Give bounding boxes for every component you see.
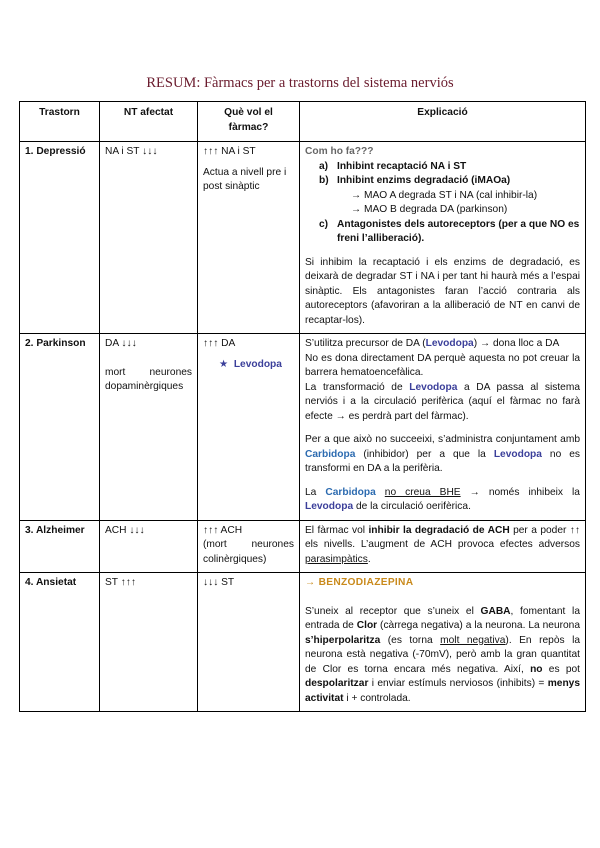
list-key: c)	[319, 218, 329, 230]
drug-goal	[198, 142, 300, 334]
drug-line	[203, 358, 294, 373]
text-run: S’uneix al receptor que s’uneix el	[305, 605, 481, 617]
underlined-term: no creua BHE	[384, 486, 461, 498]
text-run: i + controlada.	[343, 692, 411, 704]
drug-class-heading: → BENZODIAZEPINA	[305, 577, 414, 588]
explanation	[300, 520, 586, 573]
list-key: a)	[319, 160, 329, 172]
explanation-paragraph	[305, 381, 580, 425]
text-run: , fomentant la entrada de	[305, 605, 580, 631]
text-run: a DA passa al sistema nerviós i a la circulació perifèrica (aquí el fàrmac no farà efecte → es perdrà part del fàrmac).	[305, 381, 580, 422]
text-run: per a poder ↑↑ els nivells. L’augment de ACH provoca efectes adversos	[305, 524, 580, 550]
underlined-term: molt negativa	[440, 634, 506, 646]
text-run: S’utilitza precursor de DA (	[305, 338, 426, 349]
list-item	[305, 160, 580, 175]
list-subitem: → MAO A degrada ST i NA (cal inhibir-la)	[351, 189, 538, 201]
page-title: RESUM: Fàrmacs per a trastorns del sistema nerviós	[146, 75, 454, 91]
text-run: .	[367, 553, 371, 565]
bold-term: despolaritzar	[305, 678, 369, 689]
text-run: no es transformi en DA a la perifèria.	[305, 448, 580, 474]
star-icon: ★	[219, 358, 229, 370]
levodopa-term: Levodopa	[493, 448, 542, 460]
drug-goal	[198, 520, 300, 573]
explanation	[300, 334, 586, 521]
list-text: Inhibint recaptació NA i ST	[337, 160, 467, 172]
text-run: La	[305, 486, 326, 498]
explanation-paragraph	[305, 486, 580, 515]
text-run: es pot	[542, 663, 580, 675]
drug-goal: ↓↓↓ ST	[198, 573, 300, 712]
text-run: (càrrega negativa) a la neurona. La neurona	[377, 620, 580, 631]
text-run: ). En repòs la neurona està negativa (-70mV), però amb la gran quantitat de Clor es torna encara més negativa. Així,	[305, 634, 580, 675]
bold-term: Clor	[356, 620, 378, 631]
text-run: (inhibidor) per a que la	[355, 448, 494, 460]
drug-name: Levodopa	[233, 358, 282, 370]
drug-goal-value: ↑↑↑ ACH	[203, 524, 243, 536]
header-que: Què vol el fàrmac?	[198, 102, 300, 142]
text-run: (es torna	[380, 634, 441, 646]
disorder-name: 2. Parkinson	[20, 334, 100, 521]
nt-value: DA ↓↓↓	[105, 338, 137, 349]
question-heading: Com ho fa???	[305, 146, 374, 157]
explanation-paragraph	[305, 337, 580, 352]
nt-affected	[100, 334, 198, 521]
text-run: de la circulació oerifèrica.	[353, 501, 471, 512]
text-run: El fàrmac vol	[305, 524, 369, 536]
drug-goal-note: Actua a nivell pre i post sinàptic	[203, 166, 287, 192]
mechanism-list	[305, 160, 580, 247]
text-run: La transformació de	[305, 381, 410, 393]
disorder-name: 4. Ansietat	[20, 573, 100, 712]
bold-term: GABA	[480, 605, 511, 617]
list-key: b)	[319, 175, 329, 186]
table-row	[20, 573, 586, 712]
bold-term: s’hiperpolaritza	[305, 634, 381, 646]
header-trastorn: Trastorn	[20, 102, 100, 142]
explanation-paragraph	[305, 605, 580, 707]
carbidopa-term: Carbidopa	[325, 486, 376, 498]
header-explicacio: Explicació	[300, 102, 586, 142]
carbidopa-term: Carbidopa	[305, 448, 356, 460]
explanation-paragraph: No es dona directament DA perquè aquesta no pot creuar la barrera hematoencefàlica.	[305, 352, 580, 378]
disorder-name: 1. Depressió	[20, 142, 100, 334]
text-run: Per a que això no succeeixi, s’administra conjuntament amb	[305, 434, 580, 445]
list-item	[305, 174, 580, 189]
table-row	[20, 334, 586, 521]
list-text: Antagonistes dels autoreceptors (per a que NO es freni l’alliberació).	[337, 218, 580, 244]
explanation-paragraph	[305, 524, 580, 568]
nt-affected: ACH ↓↓↓	[100, 520, 198, 573]
drug-goal-value: ↑↑↑ DA	[203, 338, 236, 349]
list-item	[305, 218, 580, 247]
disorder-name: 3. Alzheimer	[20, 520, 100, 573]
drug-goal	[198, 334, 300, 521]
levodopa-term: Levodopa	[305, 501, 354, 512]
table-row	[20, 520, 586, 573]
text-run	[376, 487, 385, 498]
list-text: Inhibint enzims degradació (iMAOa)	[337, 175, 511, 186]
drug-goal-value: ↑↑↑ NA i ST	[203, 146, 256, 157]
table-row	[20, 142, 586, 334]
text-run: ) → dona lloc a DA	[473, 338, 560, 349]
explanation	[300, 142, 586, 334]
drug-goal-note: (mort neurones colinèrgiques)	[203, 539, 294, 565]
explanation-paragraph	[305, 433, 580, 477]
explanation	[300, 573, 586, 712]
text-run: i enviar estímuls nerviosos (inhibits) =	[368, 678, 548, 689]
nt-affected: NA i ST ↓↓↓	[100, 142, 198, 334]
text-run: → només inhibeix la	[460, 486, 580, 498]
list-subitem: → MAO B degrada DA (parkinson)	[351, 204, 508, 215]
nt-note: mort neurones dopaminèrgiques	[105, 366, 192, 392]
nt-affected: ST ↑↑↑	[100, 573, 198, 712]
levodopa-term: Levodopa	[425, 338, 474, 349]
table-header-row	[20, 102, 586, 142]
levodopa-term: Levodopa	[409, 381, 458, 393]
drug-summary-table	[19, 101, 586, 712]
explanation-paragraph: Si inhibim la recaptació i els enzims de degradació, es deixarà de degradar ST i NA i per tant hi haurà més a l’espai sinàptic. Els antagonistes faran l’acció contraria als autoreceptors (afavoriran a la alliberació de NT en canvi de recaptar-los).	[305, 256, 580, 326]
underlined-term: parasimpàtics	[305, 553, 368, 565]
bold-term: no	[530, 663, 543, 675]
bold-term: menys activitat	[305, 678, 580, 704]
bold-term: inhibir la degradació de ACH	[368, 524, 510, 536]
header-nt: NT afectat	[100, 102, 198, 142]
